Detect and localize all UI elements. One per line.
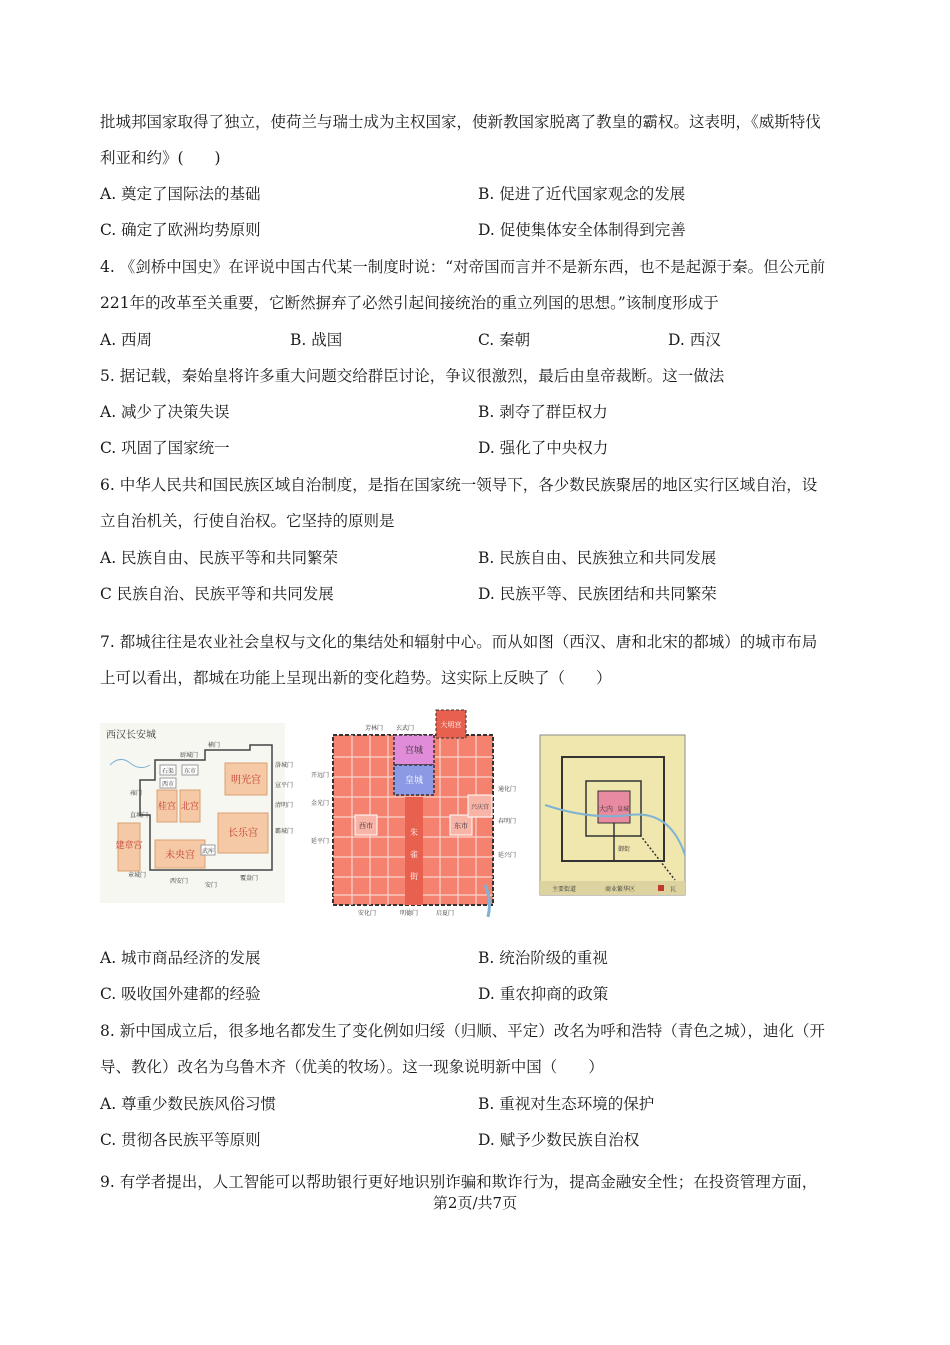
q4-option-d[interactable]: D. 西汉 [668,331,721,349]
map1-palace-2: 北宫 [180,802,200,812]
map2-gate-2: 金光门 [310,800,329,807]
map1-gate-1: 洛城门 [275,762,294,769]
map1-gate-4: 霸城门 [275,828,294,835]
map2-label-4: 东市 [454,822,468,830]
map1-gate-2: 宣平门 [275,782,294,789]
q7-stem-line1: 7. 都城往往是农业社会皇权与文化的集结处和辐射中心。而从如图（西汉、唐和北宋的都城）的城市布局 [100,633,818,651]
map-tang-changan [311,710,516,917]
map1-small-3: 西市 [161,781,175,788]
map1-small-4: 武库 [201,848,215,855]
q5-option-c[interactable]: C. 巩固了国家统一 [100,439,230,457]
q6-option-b[interactable]: B. 民族自由、民族独立和共同发展 [478,549,717,567]
page-footer: 第2页/共7页 [432,1194,518,1212]
q4-stem-line1: 4. 《剑桥中国史》在评说中国古代某一制度时说：“对帝国而言并不是新东西，也不是起源于秦。但公元前 [100,258,826,276]
q6-option-a[interactable]: A. 民族自由、民族平等和共同繁荣 [100,549,339,567]
map1-gate-11: 横门 [208,742,221,749]
q4-option-c[interactable]: C. 秦朝 [478,331,531,349]
map-beisong-bianjing [540,735,685,895]
q4-option-a[interactable]: A. 西周 [100,331,153,349]
map1-gate-10: 雍门 [130,790,143,797]
q6-stem-line1: 6. 中华人民共和国民族区域自治制度，是指在国家统一领导下，各少数民族聚居的地区实行区域自治，设 [100,476,818,494]
map1-gate-5: 覆盎门 [240,875,259,882]
q5-option-b[interactable]: B. 剥夺了群臣权力 [478,403,608,421]
map1-gate-6: 安门 [205,882,218,889]
map1-title: 西汉长安城 [106,730,156,741]
map1-palace-4: 长乐宫 [228,828,258,839]
map3-legend-2: 商业繁华区 [605,886,636,893]
q4-option-b[interactable]: B. 战国 [290,331,343,349]
q7-option-c[interactable]: C. 吸收国外建都的经验 [100,985,261,1003]
q3-option-b[interactable]: B. 促进了近代国家观念的发展 [478,185,686,203]
q8-stem-line2: 导、教化）改名为乌鲁木齐（优美的牧场）。这一现象说明新中国（ ） [100,1058,604,1076]
map2-label-7: 街 [410,872,418,881]
map2-gate-9: 启夏门 [436,910,455,917]
map2-gate-8: 安化门 [358,910,377,917]
q3-stem-line2: 利亚和约》( ) [100,149,221,167]
map1-gate-9: 直城门 [130,812,149,819]
map-xihan-changan [100,723,293,903]
q5-stem-line1: 5. 据记载，秦始皇将许多重大问题交给群臣讨论，争议很激烈，最后由皇帝裁断。这一做法 [100,367,725,385]
map2-gate-10: 芳林门 [365,725,384,732]
q3-stem-line1: 批城邦国家取得了独立，使荷兰与瑞士成为主权国家，使新教国家脱离了教皇的霸权。这表明，《威斯特伐 [100,113,821,131]
map3-label-1: 大内 [599,805,613,813]
map1-gate-7: 西安门 [170,878,189,885]
map1-palace-6: 建章宫 [115,841,143,851]
q8-option-c[interactable]: C. 贯彻各民族平等原则 [100,1131,261,1149]
map2-gate-1: 开远门 [310,772,329,779]
map1-gate-8: 章城门 [128,872,147,879]
q7-option-d[interactable]: D. 重农抑商的政策 [478,985,609,1003]
map2-gate-4: 通化门 [498,786,517,793]
map2-gate-5: 春明门 [498,818,517,825]
q8-option-d[interactable]: D. 赋予少数民族自治权 [478,1131,640,1149]
map1-palace-1: 明光宫 [231,775,261,786]
map3-label-2: 皇城 [616,806,630,813]
q6-stem-line2: 立自治机关，行使自治权。它坚持的原则是 [100,512,395,530]
map3-legend-3: 瓦 [670,886,677,893]
map1-small-2: 东市 [183,768,197,775]
map2-label-3: 西市 [359,822,373,830]
map3-label-3: 御街 [618,846,631,853]
map2-label-8: 兴庆宫 [470,804,490,811]
q4-stem-line2: 221年的改革至关重要，它断然摒弃了必然引起间接统治的重立列国的思想。”该制度形成于 [100,294,719,312]
q3-option-d[interactable]: D. 促使集体安全体制得到完善 [478,221,686,239]
map2-label-9: 大明宫 [440,721,462,729]
q9-stem-line1: 9. 有学者提出，人工智能可以帮助银行更好地识别诈骗和欺诈行为，提高金融安全性；在投资管理方面， [100,1173,818,1191]
q8-option-b[interactable]: B. 重视对生态环境的保护 [478,1095,655,1113]
map3-legend-1: 主要街道 [552,886,577,893]
map2-label-2: 皇城 [404,776,424,786]
map2-label-6: 雀 [410,850,418,859]
q3-option-a[interactable]: A. 奠定了国际法的基础 [100,185,261,203]
map1-palace-3: 桂宫 [157,802,177,812]
map1-gate-12: 厨城门 [180,752,199,759]
q7-option-b[interactable]: B. 统治阶级的重视 [478,949,608,967]
q6-option-c[interactable]: C 民族自治、民族平等和共同发展 [100,585,334,603]
q6-option-d[interactable]: D. 民族平等、民族团结和共同繁荣 [478,585,717,603]
capital-city-maps [100,705,700,925]
q3-option-c[interactable]: C. 确定了欧洲均势原则 [100,221,261,239]
q7-stem-line2: 上可以看出，都城在功能上呈现出新的变化趋势。这实际上反映了（ ） [100,669,612,687]
map1-small-1: 石渠 [161,768,175,775]
q5-option-d[interactable]: D. 强化了中央权力 [478,439,609,457]
q8-stem-line1: 8. 新中国成立后，很多地名都发生了变化例如归绥（归顺、平定）改名为呼和浩特（青色之城），迪化（开 [100,1022,825,1040]
q8-option-a[interactable]: A. 尊重少数民族风俗习惯 [100,1095,277,1113]
map2-gate-11: 玄武门 [396,725,415,732]
q7-option-a[interactable]: A. 城市商品经济的发展 [100,949,261,967]
map2-gate-6: 延兴门 [498,852,517,859]
map2-gate-3: 延平门 [310,838,329,845]
map1-palace-5: 未央宫 [165,850,195,861]
map1-gate-3: 清明门 [275,802,294,809]
map2-label-1: 宫城 [404,746,424,756]
map2-label-5: 朱 [410,828,418,837]
q5-option-a[interactable]: A. 减少了决策失误 [100,403,230,421]
map2-gate-7: 明德门 [400,910,419,917]
